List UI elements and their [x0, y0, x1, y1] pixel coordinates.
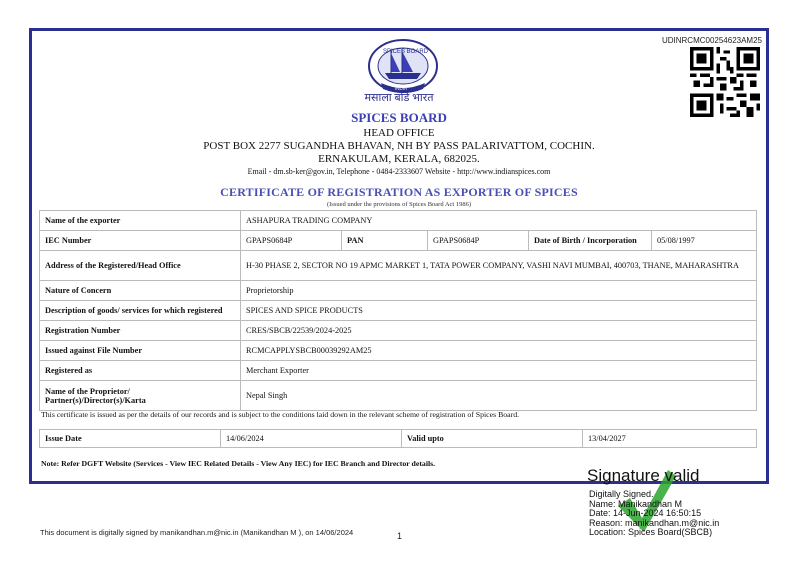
dob-value: 05/08/1997 [652, 231, 757, 251]
org-name: SPICES BOARD [351, 110, 447, 125]
iec-value: GPAPS0684P [241, 231, 342, 251]
concern-label: Nature of Concern [40, 281, 241, 301]
address-line-1: POST BOX 2277 SUGANDHA BHAVAN, NH BY PASS PALARIVATTOM, COCHIN. [203, 140, 595, 152]
signature-line-2: Name: Manikandhan M [589, 498, 683, 509]
contact-line: Email - dm.sb-ker@gov.in, Telephone - 0484-2333607 Website - http://www.indianspices.com [247, 167, 551, 176]
exporter-label: Name of the exporter [40, 211, 241, 231]
signature-details [589, 490, 719, 538]
pan-label: PAN [342, 231, 428, 251]
dgft-note: Note: Refer DGFT Website (Services - View IEC Related Details - View Any IEC) for IEC Branch and Director details. [41, 459, 436, 468]
file-number-label: Issued against File Number [40, 341, 241, 361]
spices-board-logo [367, 39, 439, 97]
signature-valid-label: Signature valid [587, 466, 700, 485]
registered-as-label: Registered as [40, 361, 241, 381]
qr-code [690, 47, 760, 117]
svg-text:INDIA: INDIA [395, 86, 408, 91]
proprietor-label-line2: Partner(s)/Director(s)/Karta [45, 395, 146, 405]
footer-text: This document is digitally signed by manikandhan.m@nic.in (Manikandhan M ), on 14/06/2024 [40, 528, 354, 537]
iec-label: IEC Number [40, 231, 241, 251]
registered-as-value: Merchant Exporter [241, 361, 757, 381]
head-office: HEAD OFFICE [363, 127, 435, 139]
dob-label: Date of Birth / Incorporation [529, 231, 652, 251]
concern-value: Proprietorship [241, 281, 757, 301]
goods-value: SPICES AND SPICE PRODUCTS [241, 301, 757, 321]
address-value: H-30 PHASE 2, SECTOR NO 19 APMC MARKET 1, TATA POWER COMPANY, VASHI NAVI MUMBAI, 400703, THANE, MAHARASHTRA [241, 251, 757, 281]
pan-value: GPAPS0684P [428, 231, 529, 251]
page-number: 1 [397, 531, 403, 541]
address-label: Address of the Registered/Head Office [40, 251, 241, 281]
signature-line-5: Location: Spices Board(SBCB) [589, 527, 713, 538]
issue-date-label: Issue Date [40, 430, 221, 448]
signature-line-1: Digitally Signed. [589, 489, 654, 499]
details-table [39, 210, 757, 411]
udin-number: UDINRCMC00254623AM25 [661, 36, 762, 45]
file-number-value: RCMCAPPLYSBCB00039292AM25 [241, 341, 757, 361]
registration-number-label: Registration Number [40, 321, 241, 341]
valid-upto-label: Valid upto [402, 430, 583, 448]
issue-date-value: 14/06/2024 [221, 430, 402, 448]
certificate-title: CERTIFICATE OF REGISTRATION AS EXPORTER OF SPICES [220, 185, 578, 199]
valid-upto-value: 13/04/2027 [583, 430, 757, 448]
certificate-subtitle: (Issued under the provisions of Spices Board Act 1986) [326, 201, 472, 208]
svg-text:SPICES BOARD: SPICES BOARD [383, 49, 429, 55]
proprietor-value: Nepal Singh [241, 381, 757, 411]
proprietor-label [40, 381, 241, 411]
certificate-statement: This certificate is issued as per the details of our records and is subject to the conditions laid down in the relevant scheme of registration of Spices Board. [41, 410, 520, 419]
certificate-frame [29, 28, 769, 484]
signature-line-3: Date: 14-Jun-2024 16:50:15 [589, 508, 702, 519]
goods-label: Description of goods/ services for which registered [40, 301, 241, 321]
exporter-value: ASHAPURA TRADING COMPANY [241, 211, 757, 231]
signature-line-4: Reason: manikandhan.m@nic.in [589, 517, 720, 528]
hindi-title: मसाला बोर्ड भारत [364, 92, 434, 104]
proprietor-label-line1: Name of the Proprietor/ [45, 386, 130, 396]
registration-number-value: CRES/SBCB/22539/2024-2025 [241, 321, 757, 341]
validity-table [39, 429, 757, 448]
address-line-2: ERNAKULAM, KERALA, 682025. [318, 153, 480, 165]
